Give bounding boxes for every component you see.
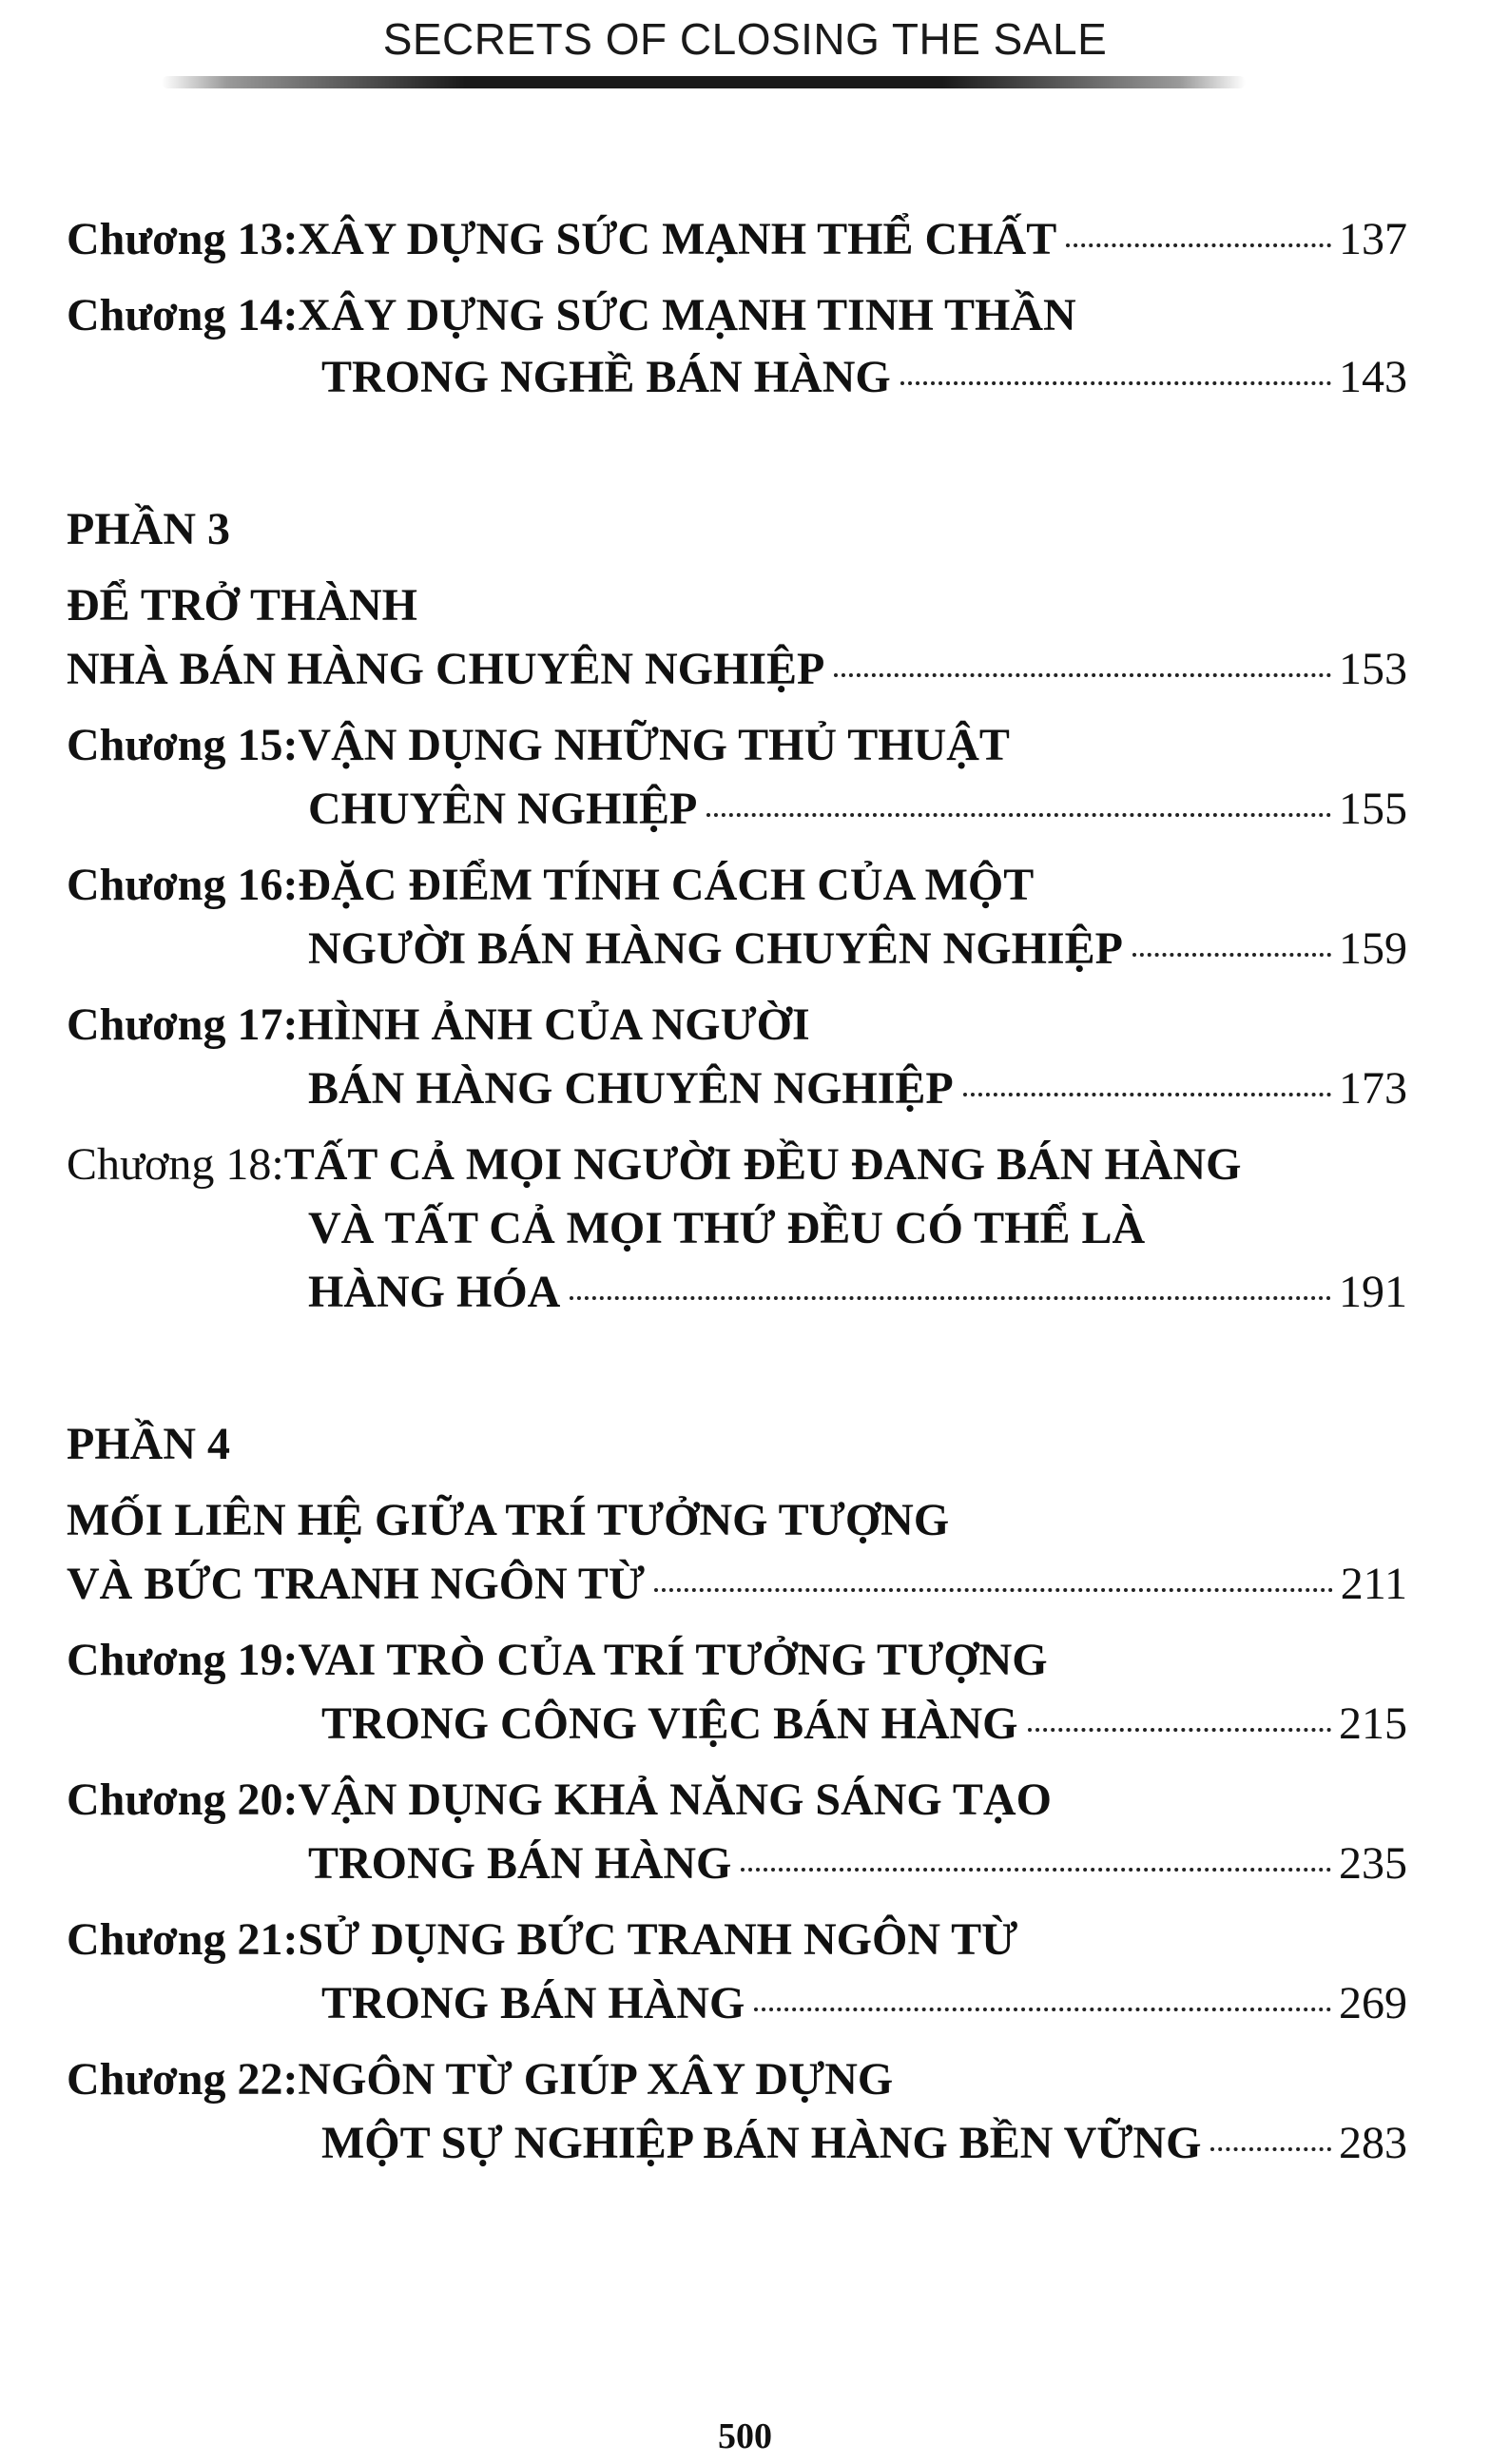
chapter-label: Chương 21: bbox=[67, 1914, 299, 1965]
part-label: PHẦN 4 bbox=[67, 1419, 230, 1469]
toc-entry-ch20 bbox=[67, 1777, 1407, 1823]
toc-entry-ch13 bbox=[67, 214, 1407, 264]
toc-entry-ch20-cont bbox=[67, 1838, 1407, 1889]
chapter-title-continued: TRONG BÁN HÀNG bbox=[308, 1838, 732, 1889]
dot-leader bbox=[706, 813, 1331, 817]
part-heading-3 bbox=[67, 504, 1407, 554]
dot-leader bbox=[1066, 243, 1331, 247]
chapter-title: XÂY DỰNG SỨC MẠNH TINH THẦN bbox=[298, 290, 1076, 340]
chapter-title: NGÔN TỪ GIÚP XÂY DỰNG bbox=[298, 2054, 894, 2105]
part-title-continued: VÀ BỨC TRANH NGÔN TỪ bbox=[67, 1559, 646, 1609]
chapter-label: Chương 20: bbox=[67, 1775, 299, 1825]
chapter-title: TẤT CẢ MỌI NGƯỜI ĐỀU ĐANG BÁN HÀNG bbox=[283, 1139, 1242, 1190]
page-number: 211 bbox=[1340, 1559, 1407, 1609]
chapter-label: Chương 14: bbox=[67, 290, 299, 340]
chapter-title: HÌNH ẢNH CỦA NGƯỜI bbox=[298, 999, 810, 1050]
toc-entry-ch19 bbox=[67, 1635, 1407, 1685]
chapter-label: Chương 19: bbox=[67, 1635, 299, 1685]
dot-leader bbox=[654, 1588, 1333, 1592]
page-number: 191 bbox=[1339, 1267, 1407, 1317]
page-number: 215 bbox=[1339, 1698, 1407, 1749]
toc-entry-ch22 bbox=[67, 2054, 1407, 2105]
part-title-4-cont bbox=[67, 1559, 1407, 1609]
chapter-title-continued: VÀ TẤT CẢ MỌI THỨ ĐỀU CÓ THỂ LÀ bbox=[308, 1203, 1146, 1253]
page-folio: 500 bbox=[718, 2416, 772, 2456]
chapter-title-continued: HÀNG HÓA bbox=[308, 1267, 561, 1317]
part-title: ĐỂ TRỞ THÀNH bbox=[67, 580, 417, 631]
running-head: SECRETS OF CLOSING THE SALE bbox=[382, 14, 1108, 64]
toc-entry-ch22-cont bbox=[67, 2118, 1407, 2168]
toc-entry-ch15 bbox=[67, 720, 1407, 770]
page-number: 155 bbox=[1339, 784, 1407, 834]
part-title-4 bbox=[67, 1495, 1407, 1545]
part-title-3-cont bbox=[67, 644, 1407, 694]
header-rule bbox=[162, 76, 1246, 88]
chapter-title: XÂY DỰNG SỨC MẠNH THỂ CHẤT bbox=[298, 214, 1057, 264]
toc-entry-ch21-cont bbox=[67, 1978, 1407, 2028]
chapter-title: SỬ DỤNG BỨC TRANH NGÔN TỪ bbox=[298, 1914, 1018, 1965]
chapter-title-continued: TRONG CÔNG VIỆC BÁN HÀNG bbox=[321, 1698, 1018, 1749]
dot-leader bbox=[1210, 2147, 1331, 2151]
toc-entry-ch18 bbox=[67, 1139, 1407, 1190]
part-label: PHẦN 3 bbox=[67, 504, 230, 554]
toc-entry-ch21 bbox=[67, 1914, 1407, 1965]
dot-leader bbox=[741, 1868, 1331, 1872]
chapter-title-continued: TRONG BÁN HÀNG bbox=[321, 1978, 745, 2028]
chapter-title-continued: BÁN HÀNG CHUYÊN NGHIỆP bbox=[308, 1063, 954, 1114]
page-number: 137 bbox=[1339, 214, 1407, 264]
dot-leader bbox=[834, 673, 1331, 677]
toc-entry-ch17 bbox=[67, 999, 1407, 1050]
page-number: 143 bbox=[1339, 352, 1407, 402]
dot-leader bbox=[963, 1093, 1331, 1096]
dot-leader bbox=[1028, 1728, 1331, 1732]
chapter-label: Chương 18: bbox=[67, 1139, 284, 1190]
toc-entry-ch18-cont2 bbox=[67, 1267, 1407, 1317]
chapter-label: Chương 15: bbox=[67, 720, 299, 770]
page-number: 235 bbox=[1339, 1838, 1407, 1889]
toc-entry-ch17-cont bbox=[67, 1063, 1407, 1114]
chapter-title: VẬN DỤNG NHỮNG THỦ THUẬT bbox=[298, 720, 1010, 770]
chapter-label: Chương 13: bbox=[67, 214, 299, 264]
dot-leader bbox=[1132, 953, 1331, 957]
toc-entry-ch16 bbox=[67, 860, 1407, 910]
chapter-title: VAI TRÒ CỦA TRÍ TƯỞNG TƯỢNG bbox=[298, 1635, 1048, 1685]
dot-leader bbox=[900, 381, 1331, 385]
page-number: 173 bbox=[1339, 1063, 1407, 1114]
chapter-label: Chương 17: bbox=[67, 999, 299, 1050]
page-number: 269 bbox=[1339, 1978, 1407, 2028]
page-number: 159 bbox=[1339, 923, 1407, 974]
toc-entry-ch16-cont bbox=[67, 923, 1407, 974]
chapter-title-continued: MỘT SỰ NGHIỆP BÁN HÀNG BỀN VỮNG bbox=[321, 2118, 1202, 2168]
toc-entry-ch14-cont bbox=[67, 352, 1407, 402]
chapter-label: Chương 16: bbox=[67, 860, 299, 910]
chapter-title: VẬN DỤNG KHẢ NĂNG SÁNG TẠO bbox=[298, 1775, 1052, 1825]
page-number: 153 bbox=[1339, 644, 1407, 694]
page-number: 283 bbox=[1339, 2118, 1407, 2168]
toc-entry-ch18-cont bbox=[67, 1203, 1407, 1253]
toc-entry-ch19-cont bbox=[67, 1698, 1407, 1749]
chapter-title-continued: NGƯỜI BÁN HÀNG CHUYÊN NGHIỆP bbox=[308, 923, 1123, 974]
part-title-3 bbox=[67, 580, 1407, 631]
chapter-title-continued: CHUYÊN NGHIỆP bbox=[308, 784, 698, 834]
chapter-title: ĐẶC ĐIỂM TÍNH CÁCH CỦA MỘT bbox=[298, 860, 1035, 910]
dot-leader bbox=[570, 1296, 1331, 1300]
part-title: MỐI LIÊN HỆ GIỮA TRÍ TƯỞNG TƯỢNG bbox=[67, 1495, 950, 1545]
part-heading-4 bbox=[67, 1419, 1407, 1469]
part-title-continued: NHÀ BÁN HÀNG CHUYÊN NGHIỆP bbox=[67, 644, 825, 694]
toc-entry-ch14 bbox=[67, 290, 1407, 340]
chapter-label: Chương 22: bbox=[67, 2054, 299, 2105]
chapter-title-continued: TRONG NGHỀ BÁN HÀNG bbox=[321, 352, 891, 402]
dot-leader bbox=[754, 2008, 1331, 2011]
toc-entry-ch15-cont bbox=[67, 786, 1407, 832]
